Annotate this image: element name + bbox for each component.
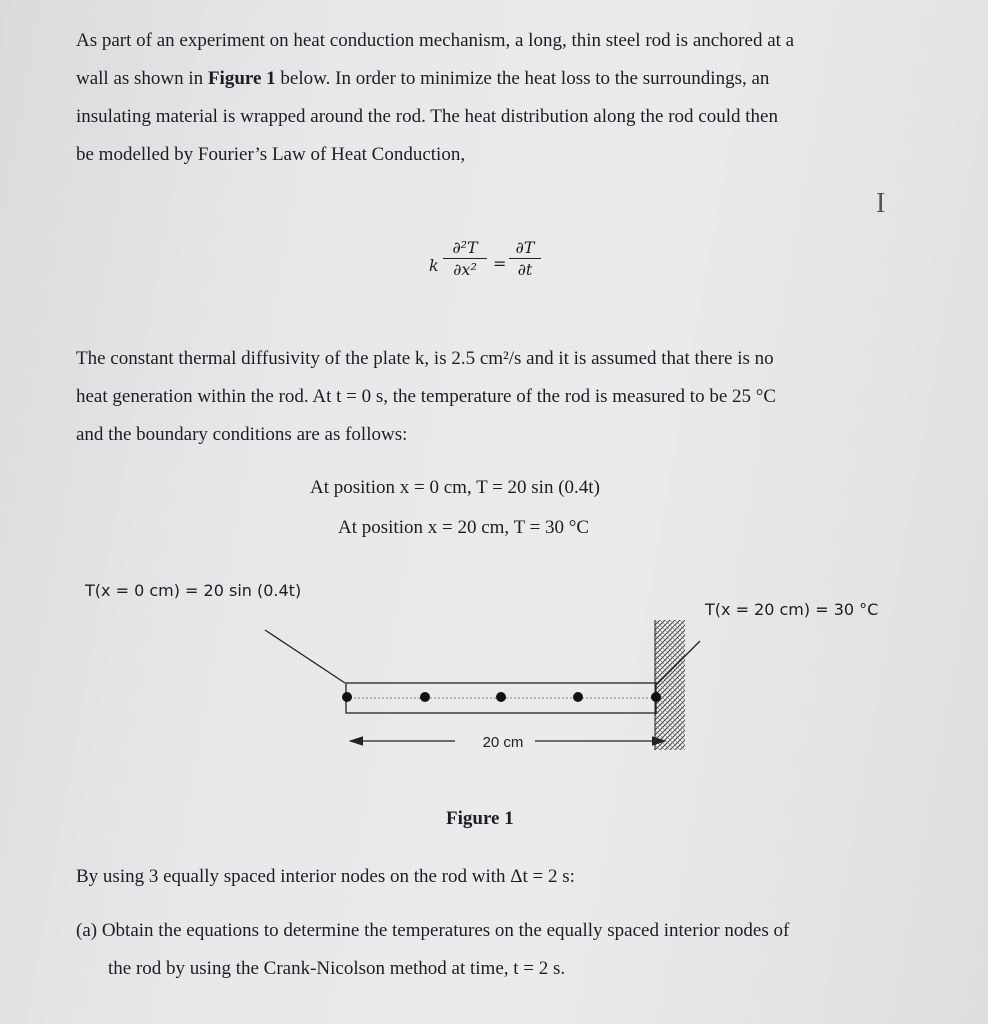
intro-line-2-post: below. In order to minimize the heat loss to the surroundings, an: [275, 68, 770, 89]
equation-equals: =: [493, 254, 507, 273]
intro-line-3: insulating material is wrapped around the rod. The heat distribution along the rod could then: [76, 106, 778, 127]
interior-node-2: [496, 692, 506, 702]
left-boundary-label: T(x = 0 cm) = 20 sin (0.4t): [85, 581, 302, 600]
conditions-line-2: heat generation within the rod. At t = 0 s, the temperature of the rod is measured to be 25 °C: [76, 386, 777, 407]
figure-caption: Figure 1: [446, 808, 514, 829]
wall-hatch: [655, 620, 685, 750]
question-a: [76, 912, 892, 988]
question-a-line-2: the rod by using the Crank-Nicolson method at time, t = 2 s.: [108, 958, 566, 979]
boundary-node-left: [342, 692, 352, 702]
intro-line-2-pre: wall as shown in: [76, 68, 208, 89]
task-intro: By using 3 equally spaced interior nodes on the rod with Δt = 2 s:: [76, 866, 575, 887]
equation-rhs-fraction: [509, 238, 541, 279]
boundary-condition-2: At position x = 20 cm, T = 30 °C: [338, 517, 590, 538]
intro-line-1: As part of an experiment on heat conduction mechanism, a long, thin steel rod is anchored at a: [76, 30, 795, 51]
conditions-paragraph: [76, 340, 896, 454]
interior-node-1: [420, 692, 430, 702]
length-label: 20 cm: [482, 734, 524, 751]
boundary-node-right: [651, 692, 661, 702]
boundary-condition-1: At position x = 0 cm, T = 20 sin (0.4t): [310, 477, 600, 498]
rod-diagram: [60, 575, 940, 775]
right-boundary-label: T(x = 20 cm) = 30 °C: [705, 600, 879, 619]
equation-rhs-numerator: ∂T: [515, 238, 535, 257]
conditions-line-1: The constant thermal diffusivity of the plate k, is 2.5 cm²/s and it is assumed that there is no: [76, 348, 774, 369]
question-a-line-1: (a) Obtain the equations to determine the temperatures on the equally spaced interior nodes of: [76, 920, 790, 941]
equation-lhs-fraction: [443, 238, 487, 279]
heat-equation: [425, 236, 555, 296]
interior-node-3: [573, 692, 583, 702]
text-cursor-icon: I: [876, 188, 886, 219]
equation-rhs-denominator: ∂t: [517, 260, 533, 279]
intro-line-4: be modelled by Fourier’s Law of Heat Conduction,: [76, 144, 466, 165]
equation-lhs-denominator: ∂x²: [453, 260, 477, 279]
figure-reference: Figure 1: [207, 68, 276, 89]
equation-coefficient: k: [429, 256, 439, 275]
conditions-line-3: and the boundary conditions are as follows:: [76, 424, 408, 445]
left-label-leader-line: [265, 630, 345, 683]
equation-lhs-numerator: ∂²T: [452, 238, 478, 257]
intro-line-2: [76, 60, 896, 98]
intro-paragraph: [76, 22, 896, 174]
